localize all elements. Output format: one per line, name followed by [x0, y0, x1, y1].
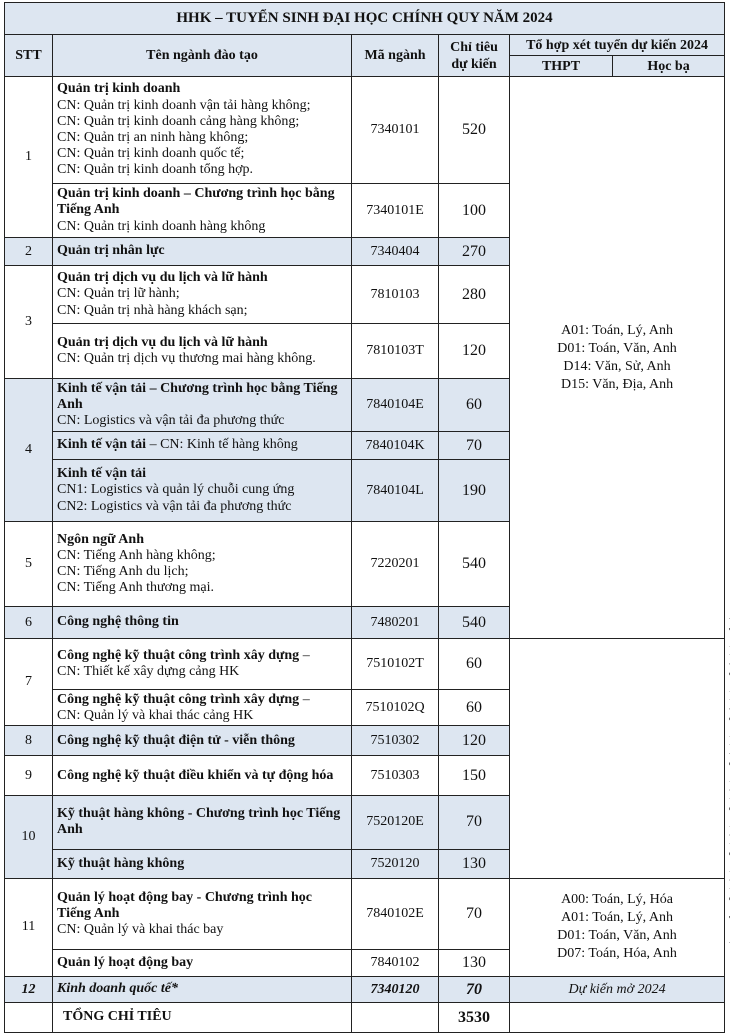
program-cell [53, 432, 352, 460]
code-cell: 7520120 [352, 849, 439, 878]
program-cell [53, 796, 352, 849]
combos-block-3 [510, 878, 725, 976]
program-detail: CN: Quản trị lữ hành; [57, 286, 180, 302]
program-name: Ngôn ngữ Anh [57, 531, 144, 547]
program-name: Kinh tế vận tải [57, 466, 147, 482]
program-detail: CN: Quản trị kinh doanh cảng hàng không; [57, 113, 300, 129]
stt-cell: 6 [5, 607, 53, 639]
program-cell [53, 607, 352, 639]
quota-cell: 130 [439, 849, 510, 878]
quota-cell: 100 [439, 184, 510, 238]
code-cell: 7520120E [352, 796, 439, 849]
code-cell: 7480201 [352, 607, 439, 639]
combos-block-1 [510, 77, 725, 639]
program-name: Quản trị dịch vụ du lịch và lữ hành [57, 270, 268, 286]
program-cell [53, 878, 352, 949]
combo-item: D14: Văn, Sử, Anh [563, 358, 671, 374]
header-program: Tên ngành đào tạo [53, 35, 352, 77]
stt-cell: 9 [5, 756, 53, 796]
program-cell [53, 460, 352, 522]
stt-cell: 5 [5, 522, 53, 607]
quota-cell: 70 [439, 432, 510, 460]
quota-cell: 150 [439, 756, 510, 796]
stt-cell: 10 [5, 796, 53, 878]
program-name: Quản trị kinh doanh – Chương trình học bằng Tiếng Anh [57, 186, 335, 218]
quota-cell: 70 [439, 796, 510, 849]
program-detail: CN: Tiếng Anh thương mại. [57, 580, 214, 596]
header-code: Mã ngành [352, 35, 439, 77]
code-cell: 7220201 [352, 522, 439, 607]
code-cell: 7810103 [352, 266, 439, 324]
code-cell: 7840104E [352, 379, 439, 432]
program-cell [53, 977, 352, 1003]
program-name: Công nghệ thông tin [57, 614, 179, 630]
total-value: 3530 [439, 1003, 510, 1033]
program-cell [53, 184, 352, 238]
program-name: Kỹ thuật hàng không - Chương trình học Tiếng Anh [57, 806, 341, 838]
program-cell [53, 950, 352, 977]
program-cell [53, 324, 352, 379]
program-name: Công nghệ kỹ thuật công trình xây dựng [57, 647, 300, 663]
admission-table [4, 2, 725, 1033]
quota-cell: 520 [439, 77, 510, 184]
program-detail: CN2: Logistics và vận tải đa phương thức [57, 498, 292, 514]
quota-cell: 60 [439, 379, 510, 432]
program-name: Kinh doanh quốc tế* [57, 981, 178, 997]
program-detail: CN: Quản trị kinh doanh hàng không [57, 218, 266, 234]
quota-cell: 120 [439, 324, 510, 379]
total-empty-cell [5, 1003, 53, 1033]
program-detail: CN: Tiếng Anh hàng không; [57, 547, 216, 563]
program-name: Công nghệ kỹ thuật điều khiển và tự động hóa [57, 767, 334, 783]
stt-cell: 2 [5, 238, 53, 266]
stt-cell: 7 [5, 639, 53, 726]
quota-cell: 270 [439, 238, 510, 266]
note-cell: Dự kiến mở 2024 [510, 977, 725, 1003]
quota-cell: 540 [439, 522, 510, 607]
program-cell [53, 849, 352, 878]
combo-item: D07: Toán, Hóa, Anh [557, 946, 677, 962]
program-detail: CN: Quản lý và khai thác bay [57, 921, 224, 937]
program-inline-detail: – CN: Kinh tế hàng không [146, 437, 298, 453]
header-combos: Tổ hợp xét tuyển dự kiến 2024 [510, 35, 725, 56]
program-cell [53, 77, 352, 184]
program-cell [53, 266, 352, 324]
quota-cell: 540 [439, 607, 510, 639]
total-empty-cell [352, 1003, 439, 1033]
code-cell: 7510102T [352, 639, 439, 690]
program-detail: CN: Quản trị dịch vụ thương mai hàng không. [57, 351, 316, 366]
program-cell [53, 756, 352, 796]
stt-cell: 3 [5, 266, 53, 379]
code-cell: 7840102 [352, 950, 439, 977]
program-name: Công nghệ kỹ thuật công trình xây dựng [57, 691, 300, 707]
program-name: Quản lý hoạt động bay - Chương trình học Tiếng Anh [57, 889, 312, 921]
program-name: Quản trị nhân lực [57, 243, 165, 259]
table-title: HHK – TUYỂN SINH ĐẠI HỌC CHÍNH QUY NĂM 2024 [5, 3, 725, 35]
quota-cell: 70 [439, 878, 510, 949]
program-detail: CN: Logistics và vận tải đa phương thức [57, 413, 285, 429]
program-detail: CN: Quản trị kinh doanh quốc tế; [57, 146, 245, 162]
program-name: Kinh tế vận tải [57, 437, 147, 453]
program-detail: CN: Thiết kế xây dựng cảng HK [57, 664, 240, 680]
header-stt: STT [5, 35, 53, 77]
program-detail: CN: Quản trị kinh doanh tổng hợp. [57, 162, 253, 178]
quota-cell: 120 [439, 726, 510, 756]
program-cell [53, 726, 352, 756]
code-cell: 7510102Q [352, 690, 439, 726]
program-detail: CN: Quản lý và khai thác cảng HK [57, 707, 254, 723]
program-detail: CN: Quản trị kinh doanh vận tải hàng không; [57, 97, 311, 113]
program-name: Quản lý hoạt động bay [57, 954, 194, 970]
header-thpt: THPT [510, 56, 613, 77]
code-cell: 7840104L [352, 460, 439, 522]
combo-item: A01: Toán, Lý, Anh [561, 910, 673, 926]
code-cell: 7340101E [352, 184, 439, 238]
program-cell [53, 238, 352, 266]
total-label: TỔNG CHỈ TIÊU [53, 1003, 352, 1033]
program-cell [53, 379, 352, 432]
program-name: Kỹ thuật hàng không [57, 855, 185, 871]
code-cell: 7510303 [352, 756, 439, 796]
quota-cell: 280 [439, 266, 510, 324]
code-cell: 7340120 [352, 977, 439, 1003]
program-detail: CN: Tiếng Anh du lịch; [57, 564, 189, 579]
combo-item: A01: Toán, Lý, Anh [561, 322, 673, 338]
code-cell: 7840104K [352, 432, 439, 460]
quota-cell: 60 [439, 639, 510, 690]
program-name: Quản trị kinh doanh [57, 81, 181, 97]
program-detail: CN1: Logistics và quản lý chuỗi cung ứng [57, 482, 295, 498]
header-hocba: Học bạ [613, 56, 725, 77]
quota-cell: 70 [439, 977, 510, 1003]
stt-cell: 12 [5, 977, 53, 1003]
total-empty-cell [510, 1003, 725, 1033]
program-cell [53, 522, 352, 607]
quota-cell: 190 [439, 460, 510, 522]
code-cell: 7510302 [352, 726, 439, 756]
quota-cell: 130 [439, 950, 510, 977]
program-cell: Công nghệ kỹ thuật công trình xây dựng – CN: Thiết kế xây dựng cảng HK [53, 639, 352, 690]
combo-item: A00: Toán, Lý, Hóa [561, 892, 673, 908]
program-detail: CN: Quản trị an ninh hàng không; [57, 130, 249, 145]
program-name: Công nghệ kỹ thuật điện tử - viễn thông [57, 732, 295, 748]
combo-item: D01: Toán, Văn, Anh [557, 928, 677, 944]
combo-item: D01: Toán, Văn, Anh [557, 340, 677, 356]
stt-cell: 4 [5, 379, 53, 522]
stt-cell: 11 [5, 878, 53, 976]
code-cell: 7340101 [352, 77, 439, 184]
code-cell: 7810103T [352, 324, 439, 379]
program-detail: CN: Quản trị nhà hàng khách sạn; [57, 302, 248, 318]
combo-item: D15: Văn, Địa, Anh [560, 376, 674, 392]
program-name: Quản trị dịch vụ du lịch và lữ hành [57, 334, 268, 350]
code-cell: 7340404 [352, 238, 439, 266]
code-cell: 7840102E [352, 878, 439, 949]
stt-cell: 1 [5, 77, 53, 238]
program-name: Kinh tế vận tải – Chương trình học bằng Tiếng Anh [57, 380, 338, 412]
quota-cell: 60 [439, 690, 510, 726]
program-cell: Công nghệ kỹ thuật công trình xây dựng – CN: Quản lý và khai thác cảng HK [53, 690, 352, 726]
stt-cell: 8 [5, 726, 53, 756]
header-quota: Chỉ tiêu dự kiến [439, 35, 510, 77]
